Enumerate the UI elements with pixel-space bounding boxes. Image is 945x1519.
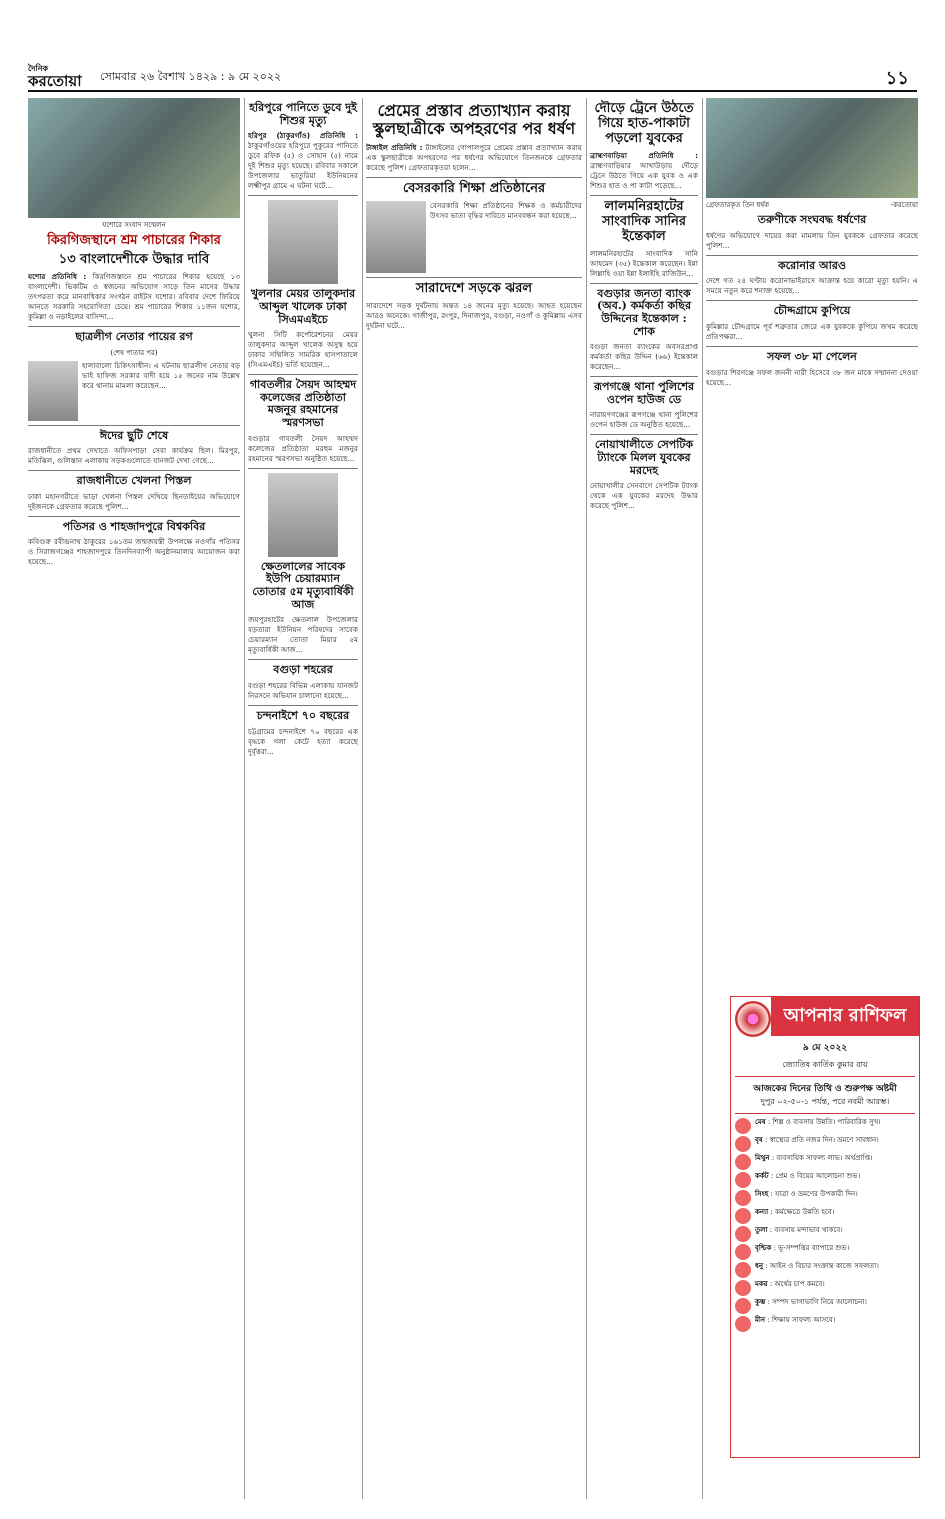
zodiac-sign-name: কন্যা [755,1208,769,1216]
divider [248,374,358,375]
photo-credit: -করতোয়া [890,201,918,209]
zodiac-sign-forecast: আইন ও বিচার সংক্রান্ত কাজে সফলতা। [769,1262,879,1270]
article-body: কুমিল্লার চৌদ্দগ্রামে পূর্ব শত্রুতার জেরে এক যুবককে কুপিয়ে জখম করেছে প্রতিপক্ষরা... [706,321,918,341]
article-body: কিরগিজস্তানে শ্রম পাচারের শিকার হয়েছে ১৩ বাংলাদেশী। ভিকটিম ও স্বজনের অভিযোগ সাড়ে তিন মাসের উদ্ধার তৎপরতা করে মানবাধিকার সংগঠন রাইটস যশোর। রবিবার দেশে ফিরিয়ে আনতে সরকারি সহযোগিতা চেয়ে। শ্রম পাচারের শিকার ১১জন যশোর, কুমিল্লা ও নড়াইলের বাসিন্দা... [28,271,240,321]
divider [248,705,358,706]
column-2 [248,98,358,1498]
zodiac-sign-entry [735,1118,915,1134]
article-body: সারাদেশে সড়ক দুর্ঘটনায় অন্তত ১৪ জনের মৃত্যু হয়েছে। আহত হয়েছেন আরও অনেকে। গাজীপুর, রংপুর, দিনাজপুর, বগুড়া, নওগাঁ ও কুমিল্লায় এসব দুর্ঘটনা ঘটে... [366,300,582,330]
zodiac-sign-forecast: শিল্প ও ব্যবসায় উন্নতি। পারিবারিক সুখ। [772,1118,881,1126]
zodiac-wheel-icon [735,1001,771,1037]
horoscope-author: জ্যোতিষ কার্তিক কুমার রায় [782,1060,868,1069]
headline-road-accidents: সারাদেশে সড়কে ঝরল [415,280,533,296]
divider [28,470,240,471]
zodiac-sign-text: মিথুন : ব্যবসায়িক সাফল্য লাভ। অর্থপ্রাপ্তি। [755,1154,873,1162]
column-rule [586,98,587,1499]
zodiac-sign-forecast: সম্পদ ভাগাভাগি নিয়ে আলোচনা। [772,1298,867,1306]
headline-train: দৌড়ে ট্রেনে উঠতে গিয়ে হাত-পাকাটা পড়লো যুবকের [594,101,694,146]
zodiac-sign-name: সিংহ [755,1190,769,1198]
portrait-photo [366,201,426,273]
sub-headline: রাজধানীতে খেলনা পিস্তল [76,474,192,488]
photo-caption: যশোরে সংবাদ সম্মেলন [102,221,166,229]
column-5 [706,98,918,988]
arrested-suspects-photo [706,98,918,198]
article-body: বগুড়ার শিবগঞ্জে সফল জননী নারী হিসেবে ৩৮ জন মাকে সম্মাননা দেওয়া হয়েছে... [706,367,918,387]
header-rule [28,90,917,92]
zodiac-sign-forecast: স্বাস্থ্যের প্রতি নজর দিন। ভ্রমণে সাবধান। [769,1136,879,1144]
portrait-photo [268,200,338,284]
zodiac-sign-entry [735,1208,915,1224]
zodiac-sign-forecast: ভূ-সম্পত্তির ব্যাপারে শুভ। [778,1244,850,1252]
zodiac-sign-text: মকর : অর্থের চাপ কমবে। [755,1280,825,1288]
zodiac-sign-text: ধনু : আইন ও বিচার সংক্রান্ত কাজে সফলতা। [755,1262,879,1270]
column-4 [590,98,698,1498]
logo-small-text: দৈনিক [28,63,49,73]
press-conference-photo [28,98,240,218]
zodiac-symbol-icon [735,1244,751,1260]
tithi-detail: দুপুর ০২-৫০-১ পর্যন্ত, পরে নবমী আরম্ভ। [760,1097,890,1106]
headline-chauddagram: চৌদ্দগ্রামে কুপিয়ে [773,304,851,318]
byline: হরিপুর (ঠাকুরগাঁও) প্রতিনিধি : [248,131,358,141]
horoscope-title: আপনার রাশিফল [771,997,919,1036]
divider [590,376,698,377]
continued-note: (শেষ পাতার পর) [110,348,158,357]
article-body: নারায়ণগঞ্জের রূপগঞ্জে থানা পুলিশের ওপেন হাউজ ডে অনুষ্ঠিত হয়েছে... [590,410,698,430]
zodiac-sign-text: কন্যা : কর্মক্ষেত্রে উন্নতি হবে। [755,1208,835,1216]
headline-haripur: হরিপুরে পানিতে ডুবে দুই শিশুর মৃত্যু [249,101,357,127]
article-body: নোয়াখালীর সেনবাগে সেপটিক ট্যাংক থেকে এক যুবকের মরদেহ উদ্ধার করেছে পুলিশ... [590,481,698,511]
divider [248,195,358,196]
divider [248,468,358,469]
zodiac-sign-entry [735,1280,915,1296]
sub-headline: ছাত্রলীগ নেতার পায়ের রগ [75,329,193,343]
divider [366,277,582,278]
article-body: দেশে গত ২৪ ঘণ্টায় করোনাভাইরাসে আক্রান্ত হয়ে কারো মৃত্যু হয়নি। এ সময়ে নতুন করে শনাক্ত হয়েছে... [706,276,918,296]
zodiac-sign-name: মেষ [755,1118,766,1126]
zodiac-sign-text: কুম্ভ : সম্পদ ভাগাভাগি নিয়ে আলোচনা। [755,1298,867,1306]
zodiac-sign-name: মকর [755,1280,768,1288]
zodiac-sign-text: মেষ : শিল্প ও ব্যবসায় উন্নতি। পারিবারিক সুখ। [755,1118,881,1126]
zodiac-sign-name: তুলা [755,1226,768,1234]
article-body: বেসরকারি শিক্ষা প্রতিষ্ঠানের শিক্ষক ও কর্মচারীদের উৎসব ভাতা বৃদ্ধির দাবিতে মানববন্ধন করা হয়েছে... [430,200,582,220]
divider [248,659,358,660]
dateline: সোমবার ২৬ বৈশাখ ১৪২৯ : ৯ মে ২০২২ [100,70,282,83]
headline-khetlal: ক্ষেতলালের সাবেক ইউপি চেয়ারম্যান তোতার ৫ম মৃত্যুবার্ষিকী আজ [252,559,354,611]
article-body: খুলনা সিটি কর্পোরেশনের মেয়র তালুকদার আব্দুল খালেক অসুস্থ হয়ে ঢাকার সম্মিলিত সামরিক হাসপাতালে (সিএমএইচ) ভর্তি হয়েছেন... [248,330,358,370]
article-body: হালাবালো চিকিৎসাধীন। এ ঘটনায় ছাত্রলীগ নেতার বড় ভাই হাফিজ সরকার বাদী হয়ে ১৫ জনের নাম উল্লেখ করে থানায় মামলা করেছেন... [82,360,240,390]
zodiac-symbol-icon [735,1190,751,1206]
zodiac-symbol-icon [735,1226,751,1242]
tithi-title: আজকের দিনের তিথি ও শুরুপক্ষ অষ্টমী [753,1084,897,1094]
horoscope-box [730,996,920,1458]
zodiac-sign-forecast: কর্মক্ষেত্রে উন্নতি হবে। [774,1208,835,1216]
headline-kyrgyz-1: কিরগিজস্থানে শ্রম পাচারের শিকার [47,233,221,248]
zodiac-symbol-icon [735,1298,751,1314]
zodiac-symbol-icon [735,1262,751,1278]
headline-khulna-mayor: খুলনার মেয়র তালুকদার আব্দুল খালেক ঢাকা সিএমএইচে [250,287,356,326]
zodiac-symbol-icon [735,1172,751,1188]
divider [590,195,698,196]
page-number: ১১ [885,68,909,89]
zodiac-sign-name: বৃশ্চিক [755,1244,772,1252]
headline-private-edu: বেসরকারি শিক্ষা প্রতিষ্ঠানের [402,180,546,196]
headline-noakhali: নোয়াখালীতে সেপটিক ট্যাংকে মিলল যুবকের মরদেহ [594,438,694,477]
zodiac-symbol-icon [735,1280,751,1296]
column-rule [244,98,245,1499]
column-1 [28,98,240,1498]
zodiac-symbol-icon [735,1316,751,1332]
headline-bogura: বগুড়া শহরের [273,663,333,677]
headline-gang-rape: তরুণীকে সংঘবদ্ধ ধর্ষণের [757,213,867,226]
zodiac-sign-name: কর্কট [755,1172,769,1180]
zodiac-sign-text: মীন : শিক্ষায় সাফল্য আসবে। [755,1316,836,1324]
zodiac-sign-entry [735,1136,915,1152]
headline-gabtali: গাবতলীর সৈয়দ আহম্মদ কলেজের প্রতিষ্ঠাতা মজনুর রহমানের স্মরণসভা [249,378,357,430]
headline-tangail: প্রেমের প্রস্তাব প্রত্যাখ্যান করায় স্কুলছাত্রীকে অপহরণের পর ধর্ষণ [372,101,576,139]
zodiac-sign-forecast: ব্যবসায়িক সাফল্য লাভ। অর্থপ্রাপ্তি। [776,1154,873,1162]
article-body: ঢাকা মহানগরীতে ভাড়া খেলনা পিস্তল দেখিয়ে ছিনতাইয়ের অভিযোগে দুইজনকে গ্রেফতার করেছে পুলিশ... [28,491,240,511]
column-rule [362,98,363,1499]
byline: যশোর প্রতিনিধি : [28,271,87,281]
divider [28,425,240,426]
divider [366,177,582,178]
zodiac-sign-entry [735,1298,915,1314]
divider [590,434,698,435]
article-body: টাঙ্গাইলের গোপালপুরে প্রেমের প্রস্তাব প্রত্যাখ্যান করায় এক স্কুলছাত্রীকে অপহরণের পর ধর্ষণের অভিযোগে তিনজনকে গ্রেফতার করেছে পুলিশ। গ্রেফতারকৃতরা হলেন... [366,142,582,172]
divider [706,346,918,347]
article-body: ব্রাহ্মণবাড়িয়ার আখাউড়ায় দৌড়ে ট্রেনে উঠতে গিয়ে এক যুবক ও এক শিশুর হাত ও পা কাটা পড়েছে... [590,160,698,190]
zodiac-sign-text: তুলা : ব্যবসায় মন্দাভাব থাকবে। [755,1226,843,1234]
zodiac-sign-forecast: প্রেম ও বিয়ের আলোচনা শুভ। [775,1172,861,1180]
divider [28,326,240,327]
headline-rupganj: রূপগঞ্জে থানা পুলিশের ওপেন হাউজ ডে [593,380,695,406]
sub-headline: পতিসর ও শাহজাদপুরে বিশ্বকবির [62,519,206,533]
zodiac-sign-entry [735,1262,915,1278]
zodiac-sign-entry [735,1244,915,1260]
article-body: বগুড়া শহরের বিভিন্ন এলাকায় যানজট নিরসনে অভিযান চালানো হয়েছে... [248,680,358,700]
byline: টাঙ্গাইল প্রতিনিধি : [366,142,423,152]
article-body: রাজধানীতে প্রথম দেখাতে অফিসপাড়া সেবা কার্যক্রম ছিল। মিরপুর, মতিঝিল, গুলিস্তান এলাকায় সড়কগুলোতে যানজট দেখা গেছে... [28,446,240,466]
article-body: ঠাকুরগাঁওয়ের হরিপুরে পুকুরের পানিতে ডুবে রফিক (৫) ও সোহান (৫) নামে দুই শিশুর মৃত্যু হয়েছে। রবিবার সকালে উপজেলার ভাতুরিয়া ইউনিয়নের লক্ষ্মীপুর গ্রামে এ ঘটনা ঘটে... [248,141,358,191]
zodiac-sign-list [731,1118,919,1332]
divider [28,516,240,517]
headline-kyrgyz-2: ১৩ বাংলাদেশীকে উদ্ধার দাবি [58,251,210,267]
zodiac-sign-forecast: অর্থের চাপ কমবে। [774,1280,825,1288]
zodiac-sign-entry [735,1154,915,1170]
zodiac-sign-entry [735,1190,915,1206]
article-body: বগুড়ার গাবতলী সৈয়দ আহম্মদ কলেজের প্রতিষ্ঠাতা মরহুম মজনুর রহমানের স্মরণসভা অনুষ্ঠিত হয়েছে... [248,433,358,463]
zodiac-sign-text: বৃষ : স্বাস্থ্যের প্রতি নজর দিন। ভ্রমণে সাবধান। [755,1136,879,1144]
zodiac-sign-name: মীন [755,1316,766,1324]
headline-corona: করোনার আরও [778,258,846,272]
headline-chandanaish: চন্দনাইশে ৭০ বছরের [256,708,350,722]
zodiac-sign-forecast: শিক্ষায় সাফল্য আসবে। [771,1316,836,1324]
headline-janata-bank: বগুড়ার জনতা ব্যাংক (অব.) কর্মকর্তা কছির উদ্দিনের ইন্তেকাল : শোক [596,286,692,338]
zodiac-symbol-icon [735,1208,751,1224]
zodiac-symbol-icon [735,1136,751,1152]
divider [706,255,918,256]
zodiac-sign-name: মিথুন [755,1154,770,1162]
divider [590,283,698,284]
zodiac-sign-entry [735,1316,915,1332]
zodiac-sign-text: সিংহ : যাত্রা ও ভ্রমণের উপকারী দিন। [755,1190,858,1198]
zodiac-sign-name: বৃষ [755,1136,763,1144]
zodiac-sign-name: ধনু [755,1262,764,1270]
divider [706,300,918,301]
article-body: কবিগুরু রবীন্দ্রনাথ ঠাকুরের ১৬১তম জন্মজয়ন্তী উপলক্ষে নওগাঁর পতিসর ও সিরাজগঞ্জের শাহজাদপুরে তিনদিনব্যাপী অনুষ্ঠানমালার আয়োজন করা হয়েছে... [28,537,240,567]
article-body: বগুড়া জনতা ব্যাংকের অবসরপ্রাপ্ত কর্মকর্তা কছির উদ্দিন (৬৬) ইন্তেকাল করেছেন... [590,342,698,372]
photo-caption: গ্রেফতারকৃত তিন ধর্ষক [706,201,770,209]
article-body: চট্টগ্রামের চন্দনাইশে ৭০ বছরের এক বৃদ্ধকে গলা কেটে হত্যা করেছে দুর্বৃত্তরা... [248,726,358,756]
zodiac-sign-name: কুম্ভ [755,1298,766,1306]
zodiac-sign-forecast: যাত্রা ও ভ্রমণের উপকারী দিন। [775,1190,858,1198]
headline-successful-mothers: সফল ৩৮ মা পেলেন [767,349,857,363]
zodiac-sign-text: বৃশ্চিক : ভূ-সম্পত্তির ব্যাপারে শুভ। [755,1244,850,1252]
headline-lalmonirhat: লালমনিরহাটের সাংবাদিক সানির ইন্তেকাল [601,198,687,244]
zodiac-symbol-icon [735,1118,751,1134]
column-3 [366,98,582,1498]
zodiac-sign-forecast: ব্যবসায় মন্দাভাব থাকবে। [774,1226,843,1234]
horoscope-date: ৯ মে ২০২২ [802,1043,848,1053]
newspaper-logo [28,62,88,88]
portrait-photo [28,361,78,421]
sub-headline: ঈদের ছুটি শেষে [99,428,169,442]
article-body: লালমনিরহাটের সাংবাদিক সানি আহমেদ (৩৫) ইন্তেকাল করেছেন। ইন্না লিল্লাহি ওয়া ইন্না ইলাইহি রাজিউন... [590,248,698,278]
byline: ব্রাহ্মণবাড়িয়া প্রতিনিধি : [590,150,698,160]
logo-main-text: করতোয়া [28,72,82,90]
zodiac-symbol-icon [735,1154,751,1170]
article-body: ধর্ষণের অভিযোগে দায়ের করা মামলায় তিন যুবককে গ্রেফতার করেছে পুলিশ... [706,230,918,250]
article-body: জয়পুরহাটের ক্ষেতলাল উপজেলার বড়তারা ইউনিয়ন পরিষদের সাবেক চেয়ারম্যান তোতা মিয়ার ৫ম মৃত্যুবার্ষিকী আজ... [248,615,358,655]
zodiac-sign-entry [735,1172,915,1188]
zodiac-sign-text: কর্কট : প্রেম ও বিয়ের আলোচনা শুভ। [755,1172,861,1180]
masthead [0,0,945,92]
column-rule [702,98,703,1499]
portrait-photo [268,473,338,557]
zodiac-sign-entry [735,1226,915,1242]
